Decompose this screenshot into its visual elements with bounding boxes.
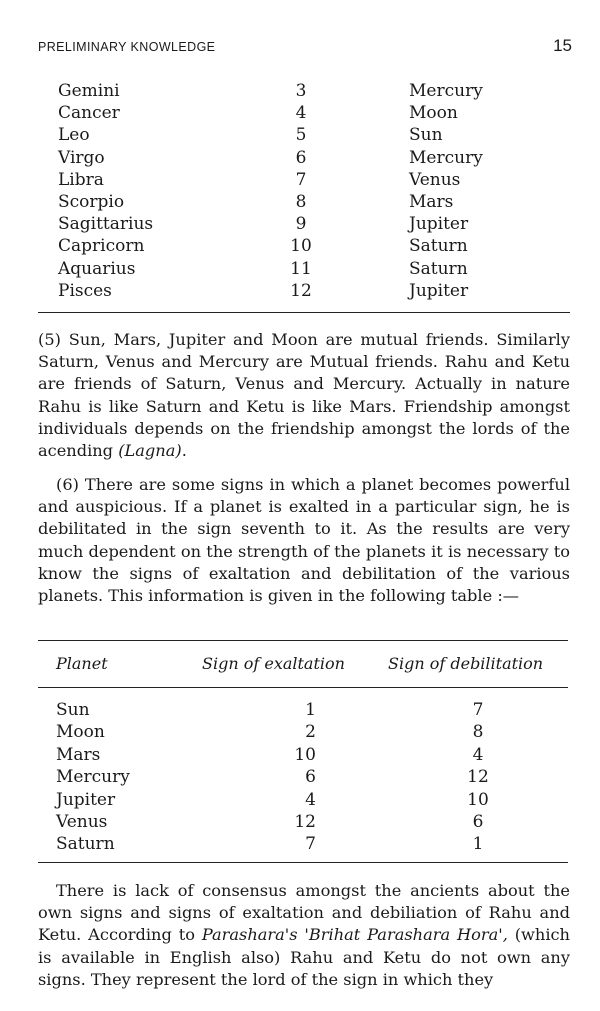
sign-name: Virgo bbox=[58, 147, 105, 168]
table-row bbox=[56, 721, 566, 743]
sign-name: Pisces bbox=[58, 280, 112, 301]
sign-number: 10 bbox=[290, 236, 312, 257]
sign-number: 11 bbox=[290, 258, 312, 279]
table-bottom-rule bbox=[38, 312, 570, 313]
debilitation-sign: 8 bbox=[472, 722, 484, 743]
sign-lords-table bbox=[58, 80, 568, 302]
ex-table-bottom-rule bbox=[38, 862, 568, 863]
paragraph-7 bbox=[38, 880, 570, 991]
paragraph-6-text: (6) There are some signs in which a planet becomes powerful and auspicious. If a planet is exalted in a particular sign, he is debilitated in the sign seventh to it. As the results are very much dependent on the strength of the planets it is necessary to know the signs of exaltation and debilitation of the various planets. This information is given in the following table :— bbox=[38, 475, 570, 606]
running-title: PRELIMINARY KNOWLEDGE bbox=[38, 40, 216, 54]
lagna-term: (Lagna) bbox=[118, 441, 182, 461]
sign-number: 5 bbox=[295, 125, 307, 146]
header-planet: Planet bbox=[56, 654, 108, 673]
sign-lord: Sun bbox=[409, 125, 443, 146]
sign-name: Libra bbox=[58, 169, 104, 190]
paragraph-5 bbox=[38, 329, 570, 462]
sign-lord: Jupiter bbox=[409, 280, 469, 301]
debilitation-sign: 1 bbox=[472, 834, 484, 855]
sign-lord: Moon bbox=[409, 103, 458, 124]
planet-name: Mars bbox=[56, 744, 101, 765]
planet-name: Moon bbox=[56, 722, 105, 743]
paragraph-7-text-2: (which is available in English also) Rahu and Ketu do not own any signs. They represent the lord of the sign in which they bbox=[38, 925, 570, 989]
table-row bbox=[56, 833, 566, 855]
planet-name: Mercury bbox=[56, 767, 130, 788]
sign-name: Scorpio bbox=[58, 191, 125, 212]
table-row bbox=[58, 258, 568, 280]
sign-name: Capricorn bbox=[58, 236, 145, 257]
exaltation-sign: 12 bbox=[294, 811, 316, 832]
planet-name: Saturn bbox=[56, 834, 115, 855]
header-debilitation: Sign of debilitation bbox=[388, 654, 544, 673]
sign-number: 7 bbox=[295, 169, 307, 190]
exaltation-sign: 1 bbox=[305, 700, 316, 720]
table-row bbox=[56, 789, 566, 811]
table-row bbox=[58, 124, 568, 146]
paragraph-5-text: (5) Sun, Mars, Jupiter and Moon are mutual friends. Similarly Saturn, Venus and Mercury are Mutual friends. Rahu and Ketu are friends of Saturn, Venus and Mercury. Actually in nature Rahu is like Saturn and Ketu is like Mars. Friendship amongst individuals depends on the friendship amongst the lords of the acending bbox=[38, 330, 570, 461]
exaltation-sign: 6 bbox=[305, 767, 316, 788]
table-row bbox=[58, 191, 568, 213]
paragraph-7-text-1: There is lack of consensus amongst the ancients about the own signs and signs of exaltation and debiliation of Rahu and Ketu. According to bbox=[38, 881, 570, 945]
ex-table-top-rule bbox=[38, 640, 568, 641]
table-row bbox=[58, 235, 568, 257]
sign-lord: Mercury bbox=[409, 81, 483, 101]
exaltation-sign: 4 bbox=[305, 789, 316, 810]
table-row bbox=[58, 213, 568, 235]
table-row bbox=[58, 147, 568, 169]
header-exaltation: Sign of exaltation bbox=[202, 654, 345, 673]
planet-name: Sun bbox=[56, 700, 90, 720]
sign-name: Sagittarius bbox=[58, 214, 154, 235]
table-row bbox=[56, 699, 566, 721]
table-row bbox=[56, 811, 566, 833]
table-row bbox=[58, 169, 568, 191]
table-row bbox=[58, 102, 568, 124]
sign-lord: Mars bbox=[409, 191, 454, 212]
paragraph-6 bbox=[38, 474, 570, 607]
page-number: 15 bbox=[553, 36, 572, 55]
exaltation-sign: 10 bbox=[294, 744, 316, 765]
paragraph-5-end: . bbox=[181, 441, 187, 461]
sign-name: Gemini bbox=[58, 81, 120, 101]
sign-number: 8 bbox=[295, 191, 307, 212]
sign-lord: Venus bbox=[409, 169, 461, 190]
debilitation-sign: 10 bbox=[467, 789, 489, 810]
exaltation-sign: 7 bbox=[305, 834, 316, 855]
sign-lord: Jupiter bbox=[409, 214, 469, 235]
table-row bbox=[56, 744, 566, 766]
sign-name: Aquarius bbox=[58, 258, 136, 279]
sign-lord: Mercury bbox=[409, 147, 483, 168]
table-row bbox=[58, 80, 568, 102]
sign-number: 4 bbox=[295, 103, 307, 124]
planet-name: Jupiter bbox=[56, 789, 116, 810]
sign-lord: Saturn bbox=[409, 236, 468, 257]
sign-number: 3 bbox=[295, 81, 307, 101]
table-row bbox=[58, 280, 568, 302]
sign-number: 6 bbox=[295, 147, 307, 168]
table-row bbox=[56, 766, 566, 788]
sign-name: Cancer bbox=[58, 103, 120, 124]
sign-number: 9 bbox=[295, 214, 307, 235]
planet-name: Venus bbox=[56, 811, 108, 832]
sign-number: 12 bbox=[290, 280, 312, 301]
ex-table-header-rule bbox=[38, 687, 568, 688]
debilitation-sign: 12 bbox=[467, 767, 489, 788]
debilitation-sign: 4 bbox=[472, 744, 484, 765]
exaltation-sign: 2 bbox=[305, 722, 316, 743]
sign-name: Leo bbox=[58, 125, 90, 146]
debilitation-sign: 7 bbox=[472, 700, 484, 720]
ex-table-header bbox=[38, 653, 568, 675]
exaltation-table bbox=[56, 699, 566, 856]
sign-lord: Saturn bbox=[409, 258, 468, 279]
source-title: Parashara's 'Brihat Parashara Hora', bbox=[201, 925, 508, 945]
debilitation-sign: 6 bbox=[472, 811, 484, 832]
